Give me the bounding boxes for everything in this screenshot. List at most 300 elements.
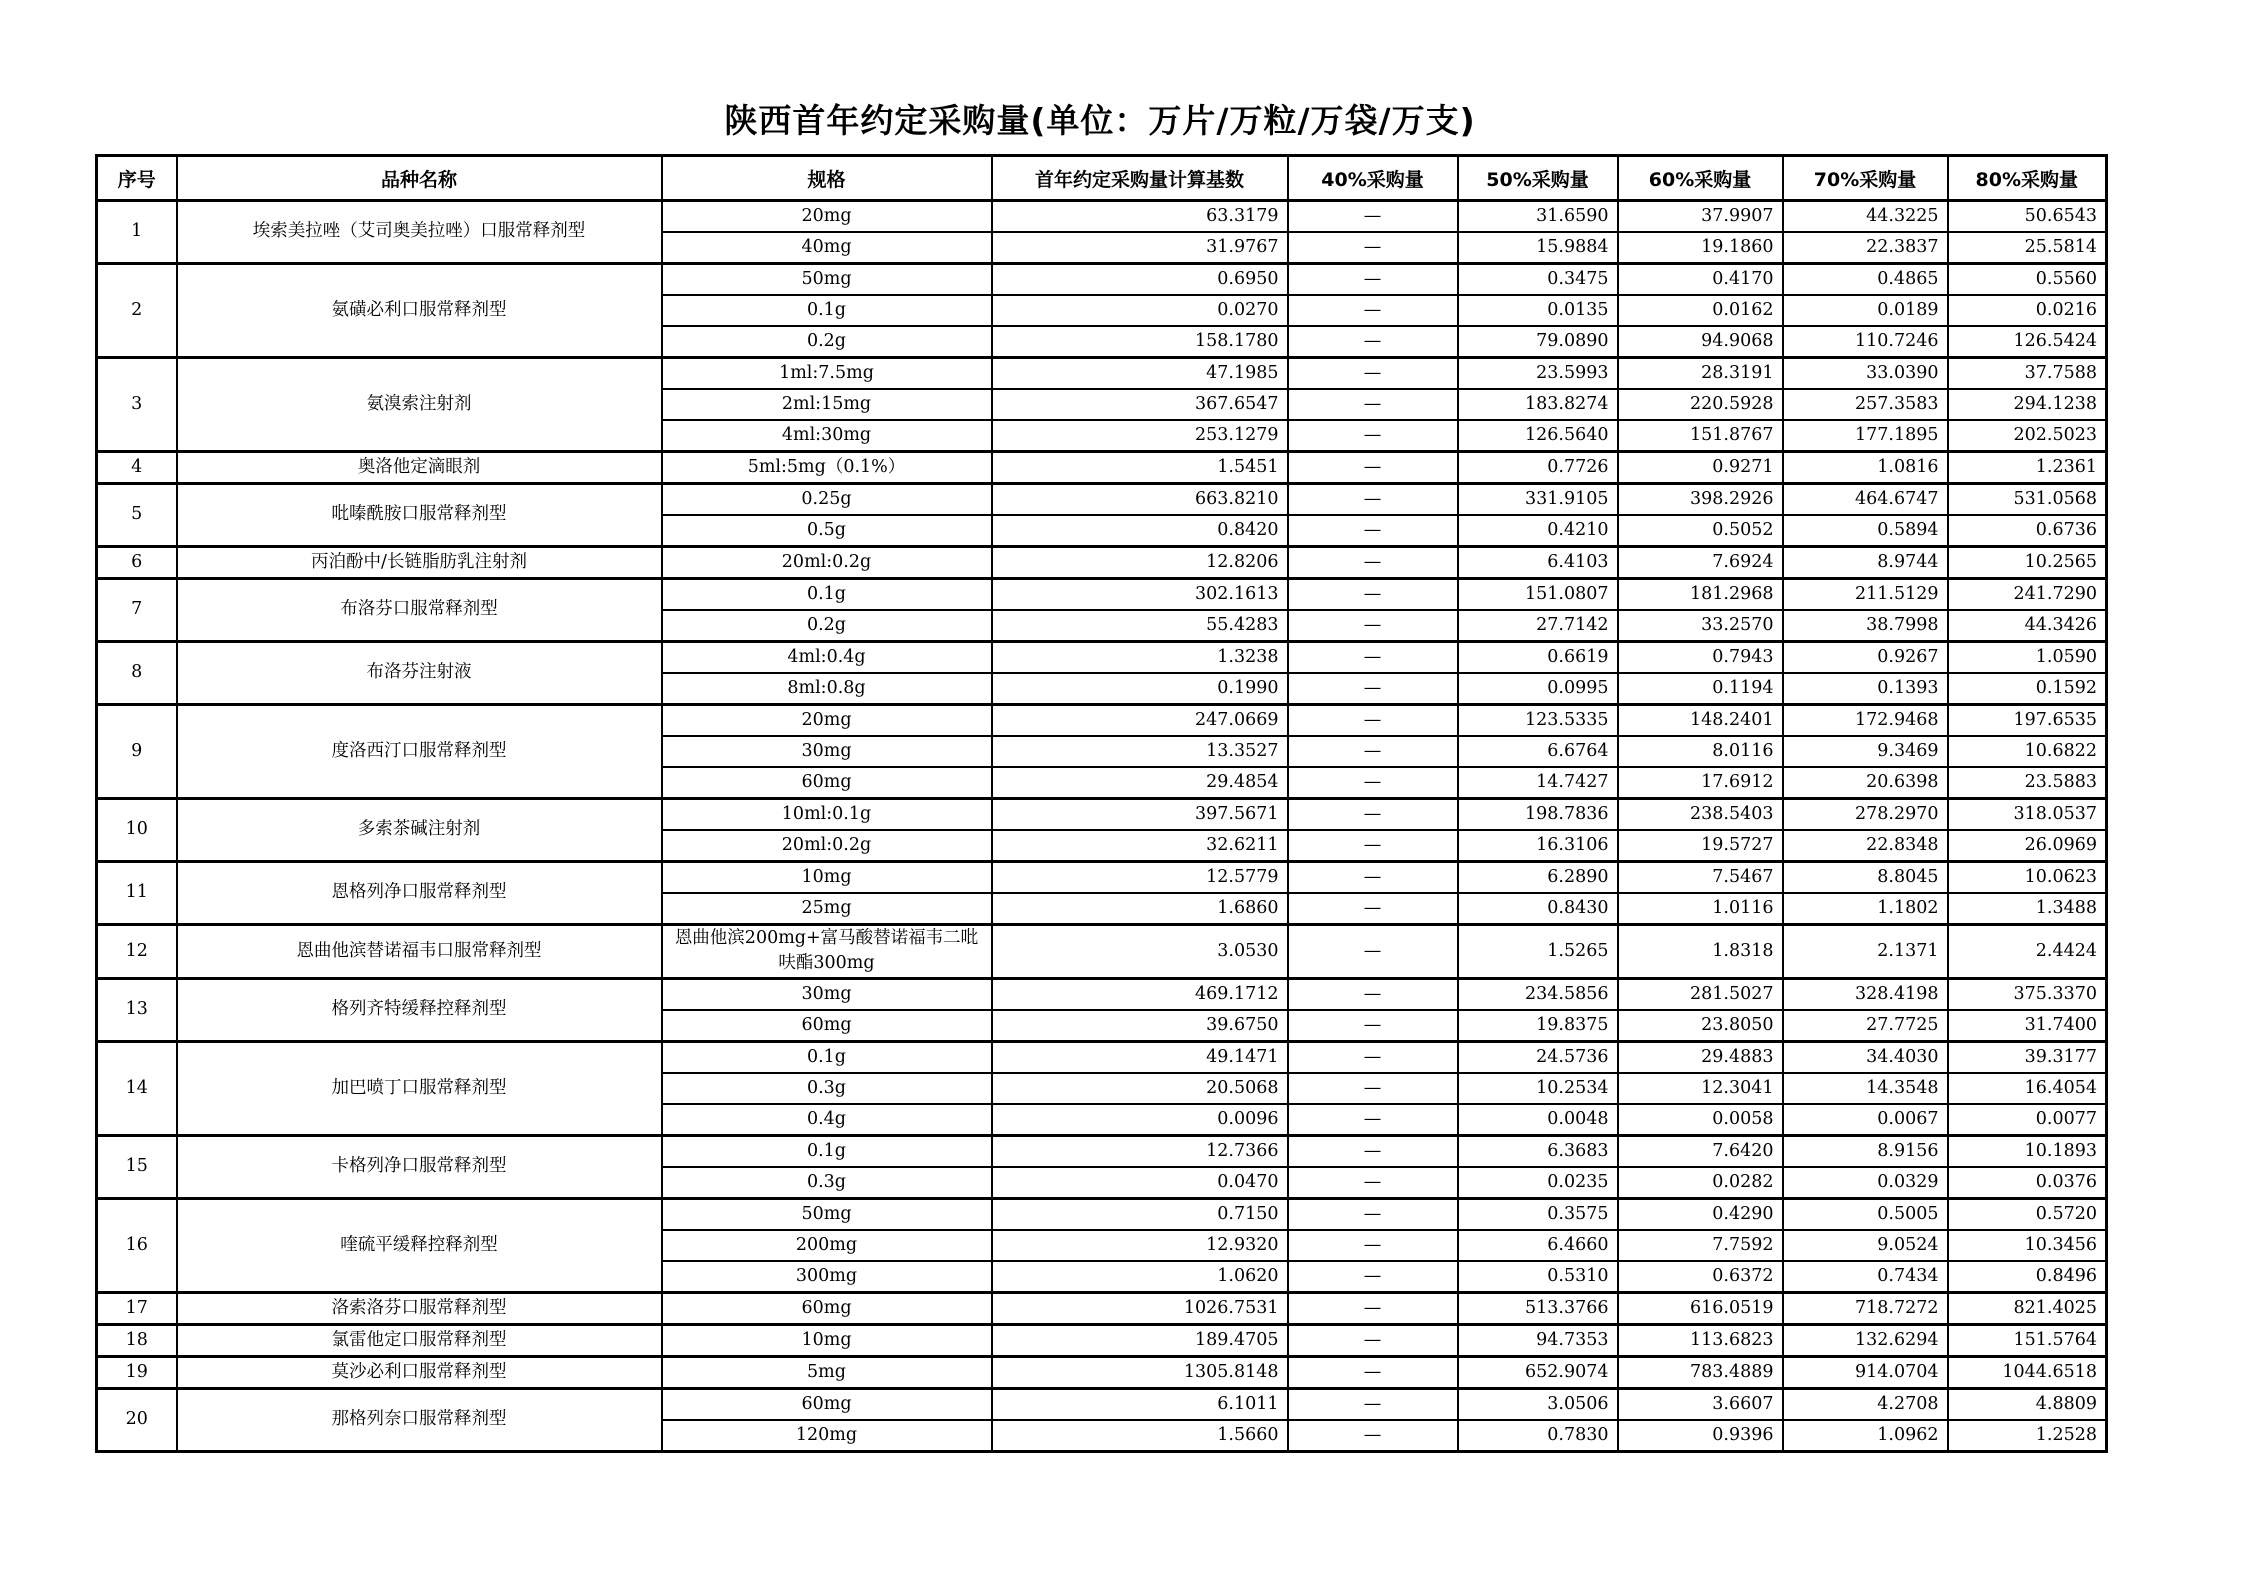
column-header: 40%采购量 xyxy=(1288,156,1458,201)
pct70-cell: 211.5129 xyxy=(1783,579,1948,611)
product-name-cell: 加巴喷丁口服常释剂型 xyxy=(177,1041,662,1135)
base-quantity-cell: 29.4854 xyxy=(992,767,1288,799)
pct60-cell: 29.4883 xyxy=(1618,1041,1783,1073)
pct60-cell: 17.6912 xyxy=(1618,767,1783,799)
table-row xyxy=(97,264,2107,296)
base-quantity-cell: 20.5068 xyxy=(992,1073,1288,1104)
spec-cell: 300mg xyxy=(662,1261,992,1293)
pct50-cell: 652.9074 xyxy=(1458,1356,1618,1388)
pct70-cell: 22.8348 xyxy=(1783,830,1948,862)
base-quantity-cell: 0.7150 xyxy=(992,1198,1288,1230)
product-name-cell: 丙泊酚中/长链脂肪乳注射剂 xyxy=(177,547,662,579)
serial-number-cell: 12 xyxy=(97,925,177,979)
pct70-cell: 110.7246 xyxy=(1783,326,1948,358)
pct60-cell: 7.7592 xyxy=(1618,1230,1783,1261)
pct60-cell: 33.2570 xyxy=(1618,610,1783,642)
pct80-cell: 0.0216 xyxy=(1948,295,2107,326)
pct60-cell: 0.1194 xyxy=(1618,673,1783,705)
table-row xyxy=(97,201,2107,233)
pct60-cell: 0.0162 xyxy=(1618,295,1783,326)
pct80-cell: 0.0376 xyxy=(1948,1167,2107,1199)
pct80-cell: 1.2361 xyxy=(1948,452,2107,484)
base-quantity-cell: 0.0470 xyxy=(992,1167,1288,1199)
base-quantity-cell: 49.1471 xyxy=(992,1041,1288,1073)
pct50-cell: 3.0506 xyxy=(1458,1388,1618,1420)
base-quantity-cell: 158.1780 xyxy=(992,326,1288,358)
pct60-cell: 151.8767 xyxy=(1618,420,1783,452)
pct80-cell: 318.0537 xyxy=(1948,799,2107,831)
spec-cell: 10ml:0.1g xyxy=(662,799,992,831)
pct40-cell: — xyxy=(1288,326,1458,358)
serial-number-cell: 14 xyxy=(97,1041,177,1135)
spec-cell: 0.1g xyxy=(662,295,992,326)
procurement-sheet xyxy=(95,95,2105,1453)
product-name-cell: 多索茶碱注射剂 xyxy=(177,799,662,862)
spec-cell: 120mg xyxy=(662,1420,992,1452)
serial-number-cell: 17 xyxy=(97,1292,177,1324)
serial-number-cell: 9 xyxy=(97,705,177,799)
pct80-cell: 126.5424 xyxy=(1948,326,2107,358)
base-quantity-cell: 12.9320 xyxy=(992,1230,1288,1261)
pct50-cell: 183.8274 xyxy=(1458,389,1618,420)
pct80-cell: 0.5720 xyxy=(1948,1198,2107,1230)
serial-number-cell: 18 xyxy=(97,1324,177,1356)
column-header: 规格 xyxy=(662,156,992,201)
base-quantity-cell: 253.1279 xyxy=(992,420,1288,452)
table-row xyxy=(97,642,2107,674)
product-name-cell: 度洛西汀口服常释剂型 xyxy=(177,705,662,799)
base-quantity-cell: 397.5671 xyxy=(992,799,1288,831)
pct60-cell: 783.4889 xyxy=(1618,1356,1783,1388)
pct80-cell: 1.3488 xyxy=(1948,893,2107,925)
pct70-cell: 0.0329 xyxy=(1783,1167,1948,1199)
pct70-cell: 257.3583 xyxy=(1783,389,1948,420)
table-header xyxy=(97,156,2107,201)
serial-number-cell: 5 xyxy=(97,484,177,547)
pct60-cell: 23.8050 xyxy=(1618,1010,1783,1042)
product-name-cell: 莫沙必利口服常释剂型 xyxy=(177,1356,662,1388)
procurement-table xyxy=(95,154,2108,1453)
base-quantity-cell: 663.8210 xyxy=(992,484,1288,516)
spec-cell: 2ml:15mg xyxy=(662,389,992,420)
pct40-cell: — xyxy=(1288,1356,1458,1388)
pct50-cell: 23.5993 xyxy=(1458,358,1618,390)
product-name-cell: 埃索美拉唑（艾司奥美拉唑）口服常释剂型 xyxy=(177,201,662,264)
pct60-cell: 37.9907 xyxy=(1618,201,1783,233)
pct50-cell: 0.3575 xyxy=(1458,1198,1618,1230)
pct60-cell: 220.5928 xyxy=(1618,389,1783,420)
base-quantity-cell: 0.0270 xyxy=(992,295,1288,326)
base-quantity-cell: 1.6860 xyxy=(992,893,1288,925)
pct70-cell: 8.8045 xyxy=(1783,862,1948,894)
spec-cell: 60mg xyxy=(662,1388,992,1420)
pct60-cell: 94.9068 xyxy=(1618,326,1783,358)
base-quantity-cell: 469.1712 xyxy=(992,978,1288,1010)
pct50-cell: 15.9884 xyxy=(1458,232,1618,264)
product-name-cell: 氨溴索注射剂 xyxy=(177,358,662,452)
pct40-cell: — xyxy=(1288,799,1458,831)
pct60-cell: 181.2968 xyxy=(1618,579,1783,611)
pct60-cell: 1.0116 xyxy=(1618,893,1783,925)
pct60-cell: 113.6823 xyxy=(1618,1324,1783,1356)
pct80-cell: 10.2565 xyxy=(1948,547,2107,579)
base-quantity-cell: 32.6211 xyxy=(992,830,1288,862)
product-name-cell: 卡格列净口服常释剂型 xyxy=(177,1135,662,1198)
serial-number-cell: 7 xyxy=(97,579,177,642)
pct70-cell: 914.0704 xyxy=(1783,1356,1948,1388)
pct70-cell: 132.6294 xyxy=(1783,1324,1948,1356)
pct80-cell: 1.2528 xyxy=(1948,1420,2107,1452)
table-row xyxy=(97,799,2107,831)
table-row xyxy=(97,1324,2107,1356)
pct60-cell: 7.5467 xyxy=(1618,862,1783,894)
spec-cell: 5ml:5mg（0.1%） xyxy=(662,452,992,484)
pct50-cell: 234.5856 xyxy=(1458,978,1618,1010)
pct40-cell: — xyxy=(1288,547,1458,579)
base-quantity-cell: 0.0096 xyxy=(992,1104,1288,1136)
product-name-cell: 吡嗪酰胺口服常释剂型 xyxy=(177,484,662,547)
pct60-cell: 0.7943 xyxy=(1618,642,1783,674)
base-quantity-cell: 1.5660 xyxy=(992,1420,1288,1452)
product-name-cell: 格列齐特缓释控释剂型 xyxy=(177,978,662,1041)
pct70-cell: 4.2708 xyxy=(1783,1388,1948,1420)
table-row xyxy=(97,925,2107,979)
pct40-cell: — xyxy=(1288,1292,1458,1324)
pct80-cell: 241.7290 xyxy=(1948,579,2107,611)
pct60-cell: 8.0116 xyxy=(1618,736,1783,767)
serial-number-cell: 16 xyxy=(97,1198,177,1292)
pct70-cell: 8.9744 xyxy=(1783,547,1948,579)
pct40-cell: — xyxy=(1288,452,1458,484)
pct80-cell: 10.3456 xyxy=(1948,1230,2107,1261)
pct70-cell: 9.0524 xyxy=(1783,1230,1948,1261)
base-quantity-cell: 1305.8148 xyxy=(992,1356,1288,1388)
pct40-cell: — xyxy=(1288,264,1458,296)
pct70-cell: 44.3225 xyxy=(1783,201,1948,233)
pct50-cell: 6.2890 xyxy=(1458,862,1618,894)
pct50-cell: 0.0995 xyxy=(1458,673,1618,705)
pct50-cell: 0.8430 xyxy=(1458,893,1618,925)
spec-cell: 0.3g xyxy=(662,1167,992,1199)
pct40-cell: — xyxy=(1288,1010,1458,1042)
spec-cell: 40mg xyxy=(662,232,992,264)
pct50-cell: 198.7836 xyxy=(1458,799,1618,831)
pct40-cell: — xyxy=(1288,893,1458,925)
spec-cell: 0.2g xyxy=(662,326,992,358)
pct40-cell: — xyxy=(1288,1420,1458,1452)
pct80-cell: 1.0590 xyxy=(1948,642,2107,674)
spec-cell: 4ml:30mg xyxy=(662,420,992,452)
pct40-cell: — xyxy=(1288,736,1458,767)
column-header: 50%采购量 xyxy=(1458,156,1618,201)
pct70-cell: 8.9156 xyxy=(1783,1135,1948,1167)
product-name-cell: 氯雷他定口服常释剂型 xyxy=(177,1324,662,1356)
pct40-cell: — xyxy=(1288,767,1458,799)
base-quantity-cell: 367.6547 xyxy=(992,389,1288,420)
pct80-cell: 23.5883 xyxy=(1948,767,2107,799)
pct80-cell: 25.5814 xyxy=(1948,232,2107,264)
table-row xyxy=(97,1292,2107,1324)
pct60-cell: 616.0519 xyxy=(1618,1292,1783,1324)
product-name-cell: 氨磺必利口服常释剂型 xyxy=(177,264,662,358)
pct70-cell: 0.4865 xyxy=(1783,264,1948,296)
pct50-cell: 94.7353 xyxy=(1458,1324,1618,1356)
spec-cell: 60mg xyxy=(662,1010,992,1042)
base-quantity-cell: 13.3527 xyxy=(992,736,1288,767)
pct40-cell: — xyxy=(1288,484,1458,516)
serial-number-cell: 4 xyxy=(97,452,177,484)
base-quantity-cell: 247.0669 xyxy=(992,705,1288,737)
spec-cell: 0.1g xyxy=(662,579,992,611)
pct80-cell: 294.1238 xyxy=(1948,389,2107,420)
pct40-cell: — xyxy=(1288,579,1458,611)
pct50-cell: 6.4660 xyxy=(1458,1230,1618,1261)
serial-number-cell: 11 xyxy=(97,862,177,925)
pct80-cell: 4.8809 xyxy=(1948,1388,2107,1420)
pct50-cell: 513.3766 xyxy=(1458,1292,1618,1324)
base-quantity-cell: 47.1985 xyxy=(992,358,1288,390)
pct70-cell: 0.9267 xyxy=(1783,642,1948,674)
header-row xyxy=(97,156,2107,201)
product-name-cell: 恩格列净口服常释剂型 xyxy=(177,862,662,925)
pct40-cell: — xyxy=(1288,1261,1458,1293)
spec-cell: 20mg xyxy=(662,705,992,737)
pct40-cell: — xyxy=(1288,1073,1458,1104)
pct80-cell: 0.1592 xyxy=(1948,673,2107,705)
product-name-cell: 恩曲他滨替诺福韦口服常释剂型 xyxy=(177,925,662,979)
pct60-cell: 398.2926 xyxy=(1618,484,1783,516)
base-quantity-cell: 12.8206 xyxy=(992,547,1288,579)
product-name-cell: 洛索洛芬口服常释剂型 xyxy=(177,1292,662,1324)
product-name-cell: 布洛芬口服常释剂型 xyxy=(177,579,662,642)
pct40-cell: — xyxy=(1288,1104,1458,1136)
spec-cell: 0.3g xyxy=(662,1073,992,1104)
pct80-cell: 202.5023 xyxy=(1948,420,2107,452)
table-row xyxy=(97,579,2107,611)
pct60-cell: 7.6924 xyxy=(1618,547,1783,579)
pct50-cell: 126.5640 xyxy=(1458,420,1618,452)
pct60-cell: 0.0058 xyxy=(1618,1104,1783,1136)
spec-cell: 4ml:0.4g xyxy=(662,642,992,674)
pct60-cell: 1.8318 xyxy=(1618,925,1783,979)
pct40-cell: — xyxy=(1288,1135,1458,1167)
pct70-cell: 22.3837 xyxy=(1783,232,1948,264)
spec-cell: 30mg xyxy=(662,736,992,767)
pct70-cell: 718.7272 xyxy=(1783,1292,1948,1324)
serial-number-cell: 8 xyxy=(97,642,177,705)
pct50-cell: 10.2534 xyxy=(1458,1073,1618,1104)
pct80-cell: 39.3177 xyxy=(1948,1041,2107,1073)
base-quantity-cell: 302.1613 xyxy=(992,579,1288,611)
pct80-cell: 26.0969 xyxy=(1948,830,2107,862)
spec-cell: 20mg xyxy=(662,201,992,233)
table-row xyxy=(97,1041,2107,1073)
pct80-cell: 197.6535 xyxy=(1948,705,2107,737)
spec-cell: 0.1g xyxy=(662,1041,992,1073)
pct60-cell: 19.1860 xyxy=(1618,232,1783,264)
pct80-cell: 0.0077 xyxy=(1948,1104,2107,1136)
pct80-cell: 50.6543 xyxy=(1948,201,2107,233)
base-quantity-cell: 1.0620 xyxy=(992,1261,1288,1293)
pct80-cell: 375.3370 xyxy=(1948,978,2107,1010)
pct50-cell: 31.6590 xyxy=(1458,201,1618,233)
pct70-cell: 0.0067 xyxy=(1783,1104,1948,1136)
spec-cell: 1ml:7.5mg xyxy=(662,358,992,390)
spec-cell: 10mg xyxy=(662,862,992,894)
column-header: 首年约定采购量计算基数 xyxy=(992,156,1288,201)
table-row xyxy=(97,862,2107,894)
pct50-cell: 0.0135 xyxy=(1458,295,1618,326)
pct50-cell: 0.4210 xyxy=(1458,515,1618,547)
pct80-cell: 2.4424 xyxy=(1948,925,2107,979)
spec-cell: 200mg xyxy=(662,1230,992,1261)
pct70-cell: 0.7434 xyxy=(1783,1261,1948,1293)
pct70-cell: 33.0390 xyxy=(1783,358,1948,390)
column-header: 品种名称 xyxy=(177,156,662,201)
spec-cell: 30mg xyxy=(662,978,992,1010)
serial-number-cell: 3 xyxy=(97,358,177,452)
serial-number-cell: 2 xyxy=(97,264,177,358)
pct40-cell: — xyxy=(1288,1041,1458,1073)
pct80-cell: 31.7400 xyxy=(1948,1010,2107,1042)
spec-cell: 恩曲他滨200mg+富马酸替诺福韦二吡呋酯300mg xyxy=(662,925,992,979)
pct70-cell: 278.2970 xyxy=(1783,799,1948,831)
table-row xyxy=(97,1388,2107,1420)
pct80-cell: 10.1893 xyxy=(1948,1135,2107,1167)
pct80-cell: 151.5764 xyxy=(1948,1324,2107,1356)
pct40-cell: — xyxy=(1288,978,1458,1010)
pct60-cell: 238.5403 xyxy=(1618,799,1783,831)
base-quantity-cell: 6.1011 xyxy=(992,1388,1288,1420)
pct60-cell: 281.5027 xyxy=(1618,978,1783,1010)
page-title: 陕西首年约定采购量(单位：万片/万粒/万袋/万支) xyxy=(724,101,1476,140)
serial-number-cell: 20 xyxy=(97,1388,177,1451)
table-row xyxy=(97,978,2107,1010)
pct40-cell: — xyxy=(1288,862,1458,894)
pct80-cell: 0.8496 xyxy=(1948,1261,2107,1293)
spec-cell: 8ml:0.8g xyxy=(662,673,992,705)
pct70-cell: 0.0189 xyxy=(1783,295,1948,326)
pct60-cell: 0.6372 xyxy=(1618,1261,1783,1293)
pct70-cell: 1.0816 xyxy=(1783,452,1948,484)
spec-cell: 20ml:0.2g xyxy=(662,547,992,579)
pct50-cell: 331.9105 xyxy=(1458,484,1618,516)
serial-number-cell: 15 xyxy=(97,1135,177,1198)
pct50-cell: 6.6764 xyxy=(1458,736,1618,767)
pct50-cell: 14.7427 xyxy=(1458,767,1618,799)
pct50-cell: 6.3683 xyxy=(1458,1135,1618,1167)
pct40-cell: — xyxy=(1288,389,1458,420)
pct60-cell: 0.9396 xyxy=(1618,1420,1783,1452)
pct40-cell: — xyxy=(1288,830,1458,862)
base-quantity-cell: 1.3238 xyxy=(992,642,1288,674)
pct80-cell: 37.7588 xyxy=(1948,358,2107,390)
pct50-cell: 0.0235 xyxy=(1458,1167,1618,1199)
pct40-cell: — xyxy=(1288,642,1458,674)
pct40-cell: — xyxy=(1288,925,1458,979)
base-quantity-cell: 39.6750 xyxy=(992,1010,1288,1042)
pct50-cell: 123.5335 xyxy=(1458,705,1618,737)
spec-cell: 50mg xyxy=(662,264,992,296)
pct40-cell: — xyxy=(1288,295,1458,326)
table-row xyxy=(97,1135,2107,1167)
pct50-cell: 19.8375 xyxy=(1458,1010,1618,1042)
table-body xyxy=(97,201,2107,1452)
pct40-cell: — xyxy=(1288,232,1458,264)
base-quantity-cell: 12.5779 xyxy=(992,862,1288,894)
pct60-cell: 7.6420 xyxy=(1618,1135,1783,1167)
pct60-cell: 3.6607 xyxy=(1618,1388,1783,1420)
spec-cell: 0.4g xyxy=(662,1104,992,1136)
pct70-cell: 2.1371 xyxy=(1783,925,1948,979)
pct50-cell: 79.0890 xyxy=(1458,326,1618,358)
pct70-cell: 38.7998 xyxy=(1783,610,1948,642)
product-name-cell: 布洛芬注射液 xyxy=(177,642,662,705)
spec-cell: 60mg xyxy=(662,767,992,799)
spec-cell: 60mg xyxy=(662,1292,992,1324)
column-header: 序号 xyxy=(97,156,177,201)
pct80-cell: 1044.6518 xyxy=(1948,1356,2107,1388)
pct50-cell: 27.7142 xyxy=(1458,610,1618,642)
pct40-cell: — xyxy=(1288,1198,1458,1230)
table-row xyxy=(97,484,2107,516)
pct60-cell: 0.0282 xyxy=(1618,1167,1783,1199)
pct70-cell: 172.9468 xyxy=(1783,705,1948,737)
pct70-cell: 328.4198 xyxy=(1783,978,1948,1010)
pct40-cell: — xyxy=(1288,673,1458,705)
base-quantity-cell: 1.5451 xyxy=(992,452,1288,484)
pct60-cell: 12.3041 xyxy=(1618,1073,1783,1104)
table-row xyxy=(97,452,2107,484)
pct50-cell: 0.6619 xyxy=(1458,642,1618,674)
pct70-cell: 0.5894 xyxy=(1783,515,1948,547)
base-quantity-cell: 63.3179 xyxy=(992,201,1288,233)
pct70-cell: 0.1393 xyxy=(1783,673,1948,705)
serial-number-cell: 10 xyxy=(97,799,177,862)
column-header: 60%采购量 xyxy=(1618,156,1783,201)
pct40-cell: — xyxy=(1288,610,1458,642)
pct40-cell: — xyxy=(1288,705,1458,737)
serial-number-cell: 13 xyxy=(97,978,177,1041)
pct40-cell: — xyxy=(1288,1230,1458,1261)
pct60-cell: 0.4290 xyxy=(1618,1198,1783,1230)
base-quantity-cell: 12.7366 xyxy=(992,1135,1288,1167)
base-quantity-cell: 0.1990 xyxy=(992,673,1288,705)
pct60-cell: 28.3191 xyxy=(1618,358,1783,390)
pct80-cell: 10.0623 xyxy=(1948,862,2107,894)
spec-cell: 0.1g xyxy=(662,1135,992,1167)
pct70-cell: 27.7725 xyxy=(1783,1010,1948,1042)
pct60-cell: 19.5727 xyxy=(1618,830,1783,862)
pct40-cell: — xyxy=(1288,358,1458,390)
pct80-cell: 0.5560 xyxy=(1948,264,2107,296)
pct50-cell: 151.0807 xyxy=(1458,579,1618,611)
pct80-cell: 10.6822 xyxy=(1948,736,2107,767)
pct50-cell: 0.5310 xyxy=(1458,1261,1618,1293)
pct80-cell: 16.4054 xyxy=(1948,1073,2107,1104)
pct60-cell: 0.5052 xyxy=(1618,515,1783,547)
column-header: 70%采购量 xyxy=(1783,156,1948,201)
base-quantity-cell: 1026.7531 xyxy=(992,1292,1288,1324)
pct80-cell: 821.4025 xyxy=(1948,1292,2107,1324)
serial-number-cell: 6 xyxy=(97,547,177,579)
pct50-cell: 0.7830 xyxy=(1458,1420,1618,1452)
table-row xyxy=(97,1198,2107,1230)
pct70-cell: 34.4030 xyxy=(1783,1041,1948,1073)
pct50-cell: 0.0048 xyxy=(1458,1104,1618,1136)
serial-number-cell: 1 xyxy=(97,201,177,264)
product-name-cell: 那格列奈口服常释剂型 xyxy=(177,1388,662,1451)
